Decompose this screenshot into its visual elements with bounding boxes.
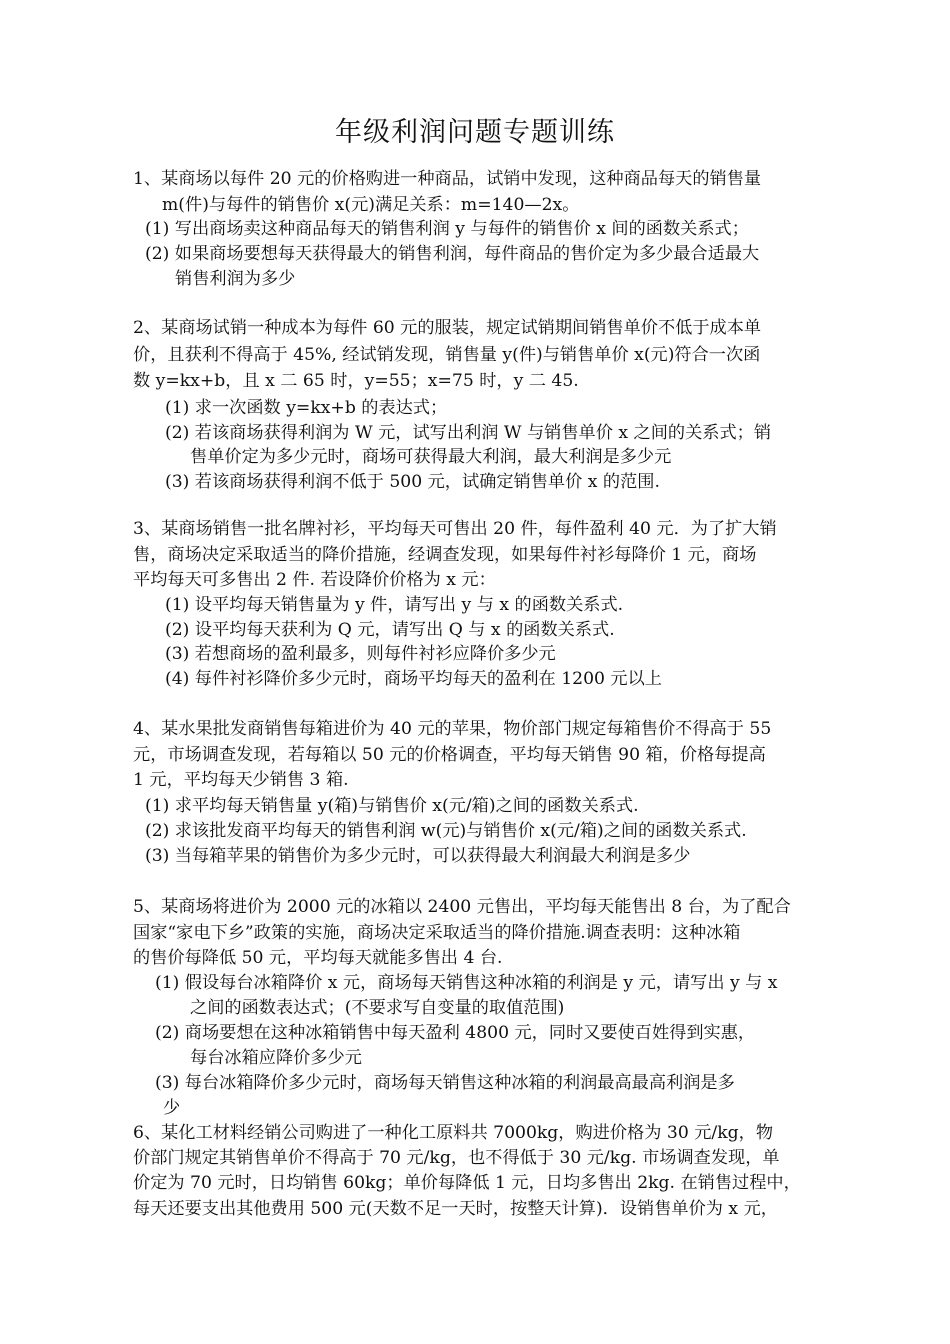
q3-sub-4: (4) 每件衬衫降价多少元时，商场平均每天的盈利在 1200 元以上 — [165, 669, 662, 689]
q4-sub-2: (2) 求该批发商平均每天的销售利润 w(元)与销售价 x(元/箱)之间的函数关系式. — [145, 821, 747, 841]
q6-line-3: 价定为 70 元时，日均销售 60kg；单价每降低 1 元，日均多售出 2kg. 在销售过程中， — [133, 1173, 801, 1193]
page-title: 年级利润问题专题训练 — [335, 117, 615, 148]
q4-sub-3: (3) 当每箱苹果的销售价为多少元时，可以获得最大利润最大利润是多少 — [145, 846, 691, 866]
q2-sub-3: (3) 若该商场获得利润不低于 500 元，试确定销售单价 x 的范围. — [165, 472, 660, 492]
q2-line-1: 2、某商场试销一种成本为每件 60 元的服装，规定试销期间销售单价不低于成本单 — [133, 318, 762, 338]
q5-sub-1: (1) 假设每台冰箱降价 x 元，商场每天销售这种冰箱的利润是 y 元，请写出 y 与 x — [155, 973, 778, 993]
q5-line-3: 的售价每降低 50 元，平均每天就能多售出 4 台. — [133, 948, 503, 968]
q5-sub-2: (2) 商场要想在这种冰箱销售中每天盈利 4800 元，同时又要使百姓得到实惠， — [155, 1023, 756, 1043]
q6-line-4: 每天还要支出其他费用 500 元(天数不足一天时，按整天计算)．设销售单价为 x 元， — [133, 1199, 778, 1219]
q1-sub-1: (1) 写出商场卖这种商品每天的销售利润 y 与每件的销售价 x 间的函数关系式； — [145, 219, 749, 239]
q5-line-1: 5、某商场将进价为 2000 元的冰箱以 2400 元售出，平均每天能售出 8 台，为了配合 — [133, 897, 791, 917]
q5-sub-1-cont: 之间的函数表达式；(不要求写自变量的取值范围) — [190, 998, 565, 1018]
q1-line-2: m(件)与每件的销售价 x(元)满足关系：m=140—2x。 — [162, 195, 580, 215]
q3-line-3: 平均每天可多售出 2 件. 若设降价价格为 x 元： — [133, 570, 496, 590]
q5-line-2: 国家“家电下乡”政策的实施，商场决定采取适当的降价措施.调查表明：这种冰箱 — [133, 923, 741, 943]
q5-sub-3-cont: 少 — [163, 1098, 181, 1118]
q3-line-1: 3、某商场销售一批名牌衬衫，平均每天可售出 20 件，每件盈利 40 元．为了扩大销 — [133, 519, 777, 539]
q4-line-1: 4、某水果批发商销售每箱进价为 40 元的苹果，物价部门规定每箱售价不得高于 55 — [133, 719, 772, 739]
q2-sub-1: (1) 求一次函数 y=kx+b 的表达式； — [165, 398, 448, 418]
q6-line-1: 6、某化工材料经销公司购进了一种化工原料共 7000kg，购进价格为 30 元/kg，物 — [133, 1123, 774, 1143]
q3-sub-3: (3) 若想商场的盈利最多，则每件衬衫应降价多少元 — [165, 644, 556, 664]
q2-line-3: 数 y=kx+b，且 x 二 65 时，y=55；x=75 时，y 二 45. — [133, 371, 579, 391]
q2-sub-2: (2) 若该商场获得利润为 W 元，试写出利润 W 与销售单价 x 之间的关系式；销 — [165, 423, 772, 443]
q4-sub-1: (1) 求平均每天销售量 y(箱)与销售价 x(元/箱)之间的函数关系式. — [145, 796, 639, 816]
q3-sub-1: (1) 设平均每天销售量为 y 件，请写出 y 与 x 的函数关系式. — [165, 595, 624, 615]
q3-sub-2: (2) 设平均每天获利为 Q 元，请写出 Q 与 x 的函数关系式. — [165, 620, 615, 640]
q1-sub-2-cont: 销售利润为多少 — [175, 269, 296, 289]
q2-sub-2-cont: 售单价定为多少元时，商场可获得最大利润，最大利润是多少元 — [190, 447, 672, 467]
q5-sub-2-cont: 每台冰箱应降价多少元 — [190, 1048, 362, 1068]
q4-line-3: 1 元，平均每天少销售 3 箱. — [133, 770, 349, 790]
q1-sub-2: (2) 如果商场要想每天获得最大的销售利润，每件商品的售价定为多少最合适最大 — [145, 244, 760, 264]
q1-line-1: 1、某商场以每件 20 元的价格购进一种商品，试销中发现，这种商品每天的销售量 — [133, 169, 762, 189]
q4-line-2: 元，市场调查发现，若每箱以 50 元的价格调查，平均每天销售 90 箱，价格每提高 — [133, 745, 766, 765]
q6-line-2: 价部门规定其销售单价不得高于 70 元/kg，也不得低于 30 元/kg. 市场调查发现，单 — [133, 1148, 780, 1168]
q3-line-2: 售，商场决定采取适当的降价措施，经调查发现，如果每件衬衫每降价 1 元，商场 — [133, 545, 757, 565]
q5-sub-3: (3) 每台冰箱降价多少元时，商场每天销售这种冰箱的利润最高最高利润是多 — [155, 1073, 735, 1093]
q2-line-2: 价，且获利不得高于 45%, 经试销发现，销售量 y(件)与销售单价 x(元)符合一次函 — [133, 345, 761, 365]
